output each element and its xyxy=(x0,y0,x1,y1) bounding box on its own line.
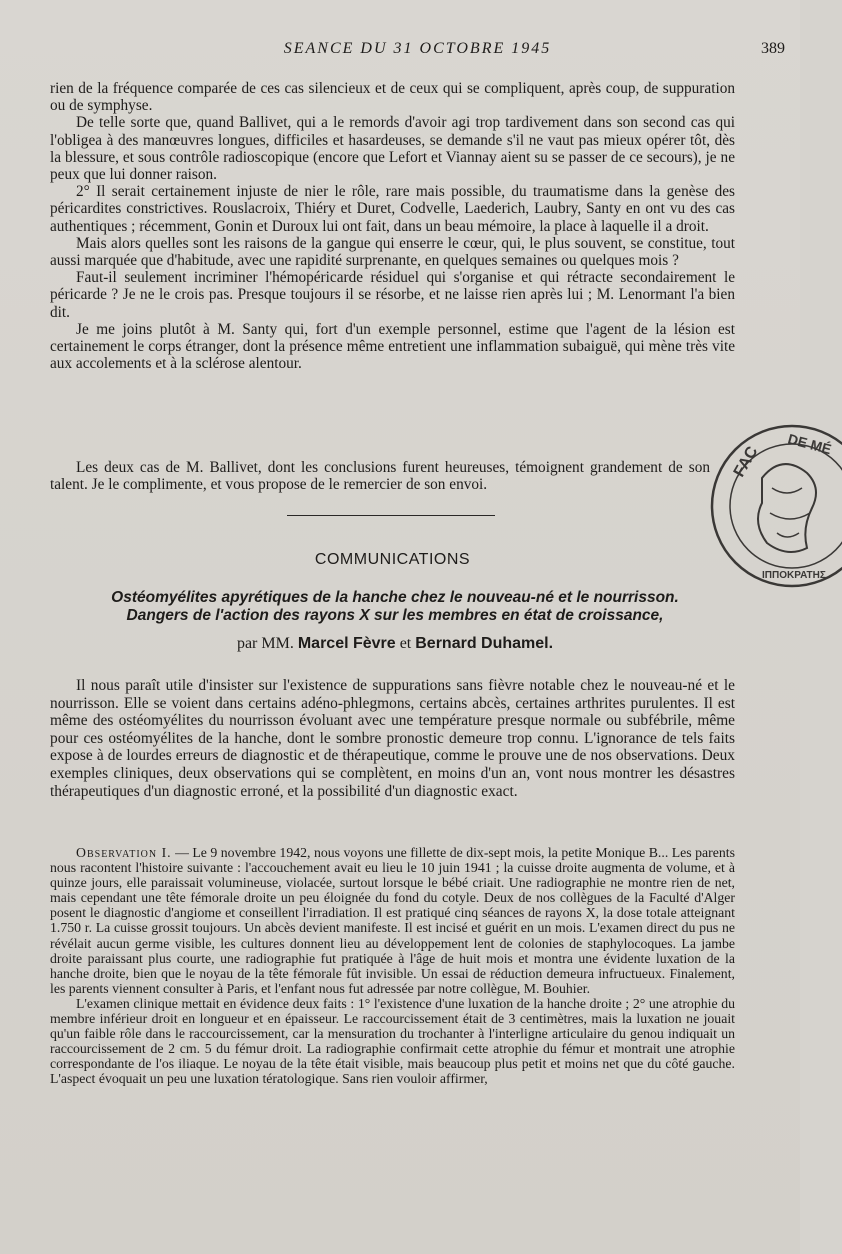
paragraph xyxy=(50,845,735,996)
running-header xyxy=(50,40,785,64)
page-number: 389 xyxy=(761,40,785,57)
author-name: Bernard Duhamel. xyxy=(415,635,554,652)
paragraph: L'examen clinique mettait en évidence deux faits : 1° l'existence d'une luxation de la hanche droite ; 2° une atrophie du membre inférieur droit en longueur et en épaisseur. Le raccourcissement était de 3 centimètres, mais la luxation ne jouait qu'un faible rôle dans le raccourcissement, car la mensuration du trochanter à l'interligne articulaire du genou indiquait un raccourcissement de 2 cm. 5 du fémur droit. La radiographie confirmait cette atrophie du fémur et montrait une atrophie correspondante de l'os iliaque. Le noyau de la tête était visible, mais beaucoup plus petit et moins net que du côté gauche. L'aspect évoquait un peu une luxation tératologique. Sans rien vouloir affirmer, xyxy=(50,995,735,1087)
closing-text xyxy=(50,459,710,493)
svg-text:DE MÉ: DE MÉ xyxy=(786,430,834,458)
paragraph: De telle sorte que, quand Ballivet, qui a le remords d'avoir agi trop tardivement dans son second cas qui l'obligea à des manœuvres longues, difficiles et hasardeuses, se demande s'il ne vaut pas mieux opérer tôt, dès la blessure, et sous contrôle radioscopique (encore que Lefort et Viannay aient su se passer de ce secours), je ne peux que lui donner raison. xyxy=(50,114,735,184)
observation-text xyxy=(50,845,735,1087)
observation-body: — Le 9 novembre 1942, nous voyons une fillette de dix-sept mois, la petite Monique B... Les parents nous racontent l'histoire suivante : l'accouchement avait eu lieu le 10 juin 1941 ; la cuisse droite augmenta de volume, et à quinze jours, elle paraissait volumineuse, violacée, surtout lorsque le bébé criait. Une radiographie ne montre rien de net, mais cependant une tête fémorale droite un peu éloignée du fond du cotyle. Deux de nos collègues de la Faculté d'Alger posent le diagnostic d'angiome et conseillent l'irradiation. Il est pratiqué cinq séances de rayons X, la dose totale atteignant 1.750 r. La cuisse grossit toujours. Un abcès devient manifeste. Il est incisé et guérit en un mois. L'examen direct du pus ne révélait aucun germe visible, les cultures donnent lieu au développement lent de colonies de staphylocoques. La jambe droite paraissant plus courte, une radiographie fut pratiquée à l'âge de huit mois et montra une évidente luxation de la hanche droite, bien que le noyau de la tête fémorale fût invisible. Un essai de réduction demeura infructueux. Finalement, les parents viennent consulter à Paris, et l'enfant nous fut adressée par notre collègue, M. Bouhier. xyxy=(50,845,735,996)
article-title-line: Dangers de l'action des rayons X sur les membres en état de croissance, xyxy=(126,607,664,624)
svg-text:ΙΠΠΟΚΡΑΤΗΣ: ΙΠΠΟΚΡΑΤΗΣ xyxy=(762,570,826,581)
paragraph: Mais alors quelles sont les raisons de la gangue qui enserre le cœur, qui, le plus souvent, se constitue, tout aussi marquée que d'habitude, avec une rapidité surprenante, en quelques semaines ou quelques mois ? xyxy=(50,234,735,270)
svg-text:FAC: FAC xyxy=(730,443,762,480)
author-name: Marcel Fèvre xyxy=(297,635,396,652)
paragraph: rien de la fréquence comparée de ces cas silencieux et de ceux qui se compliquent, après coup, de suppuration ou de symphyse. xyxy=(50,80,735,115)
article-title-line: Ostéomyélites apyrétiques de la hanche chez le nouveau-né et le nourrisson. xyxy=(111,589,679,606)
article-intro xyxy=(50,677,735,800)
paragraph: Les deux cas de M. Ballivet, dont les conclusions furent heureuses, témoignent grandement de son talent. Je le complimente, et vous propose de le remercier de son envoi. xyxy=(50,459,710,494)
paragraph: 2° Il serait certainement injuste de nier le rôle, rare mais possible, du traumatisme dans la genèse des péricardites constrictives. Rouslacroix, Thiéry et Duret, Codvelle, Laederich, Laubry, Santy en ont vu des cas authentiques ; récemment, Gonin et Duroux lui ont fait, dans un beau mémoire, la place à laquelle il a droit. xyxy=(50,183,735,235)
observation-label: Observation I. xyxy=(76,845,172,860)
library-stamp-image xyxy=(702,418,842,608)
article-title xyxy=(50,589,740,625)
paragraph: Je me joins plutôt à M. Santy qui, fort d'un exemple personnel, estime que l'agent de la lésion est certainement le corps étranger, dont la présence même entretient une inflammation subaiguë, qui mène très vite aux accolements et à la sclérose alentour. xyxy=(50,320,735,373)
article-authors xyxy=(50,635,740,653)
paragraph: Il nous paraît utile d'insister sur l'existence de suppurations sans fièvre notable chez le nouveau-né et le nourrisson. Elle se voient dans certains adéno-phlegmons, certains abcès, certaines arthrites purulentes. Il est même des ostéomyélites du nourrisson évoluant avec une température presque normale ou subfébrile, même pour ces ostéomyélites de la hanche, dont le sombre pronostic demeure trop connu. L'ignorance de tels faits expose à de lourdes erreurs de diagnostic et de thérapeutique, comme le prouve une de nos observations. Deux exemples cliniques, deux observations qui se complètent, en moins d'un an, vont nous montrer les désastres thérapeutiques d'un diagnostic erroné, et la possibilité d'un diagnostic exact. xyxy=(50,677,735,800)
section-divider xyxy=(287,515,495,516)
running-title: SEANCE DU 31 OCTOBRE 1945 xyxy=(283,40,552,57)
section-heading: COMMUNICATIONS xyxy=(314,551,471,568)
authors-prefix: par MM. xyxy=(236,635,294,652)
discussion-text xyxy=(50,80,735,372)
authors-conjunction: et xyxy=(399,635,412,652)
paragraph: Faut-il seulement incriminer l'hémopéricarde résiduel qui s'organise et qui rétracte secondairement le péricarde ? Je ne le crois pas. Presque toujours il se résorbe, et ne laisse rien après lui ; M. Lenormant l'a bien dit. xyxy=(50,269,735,321)
